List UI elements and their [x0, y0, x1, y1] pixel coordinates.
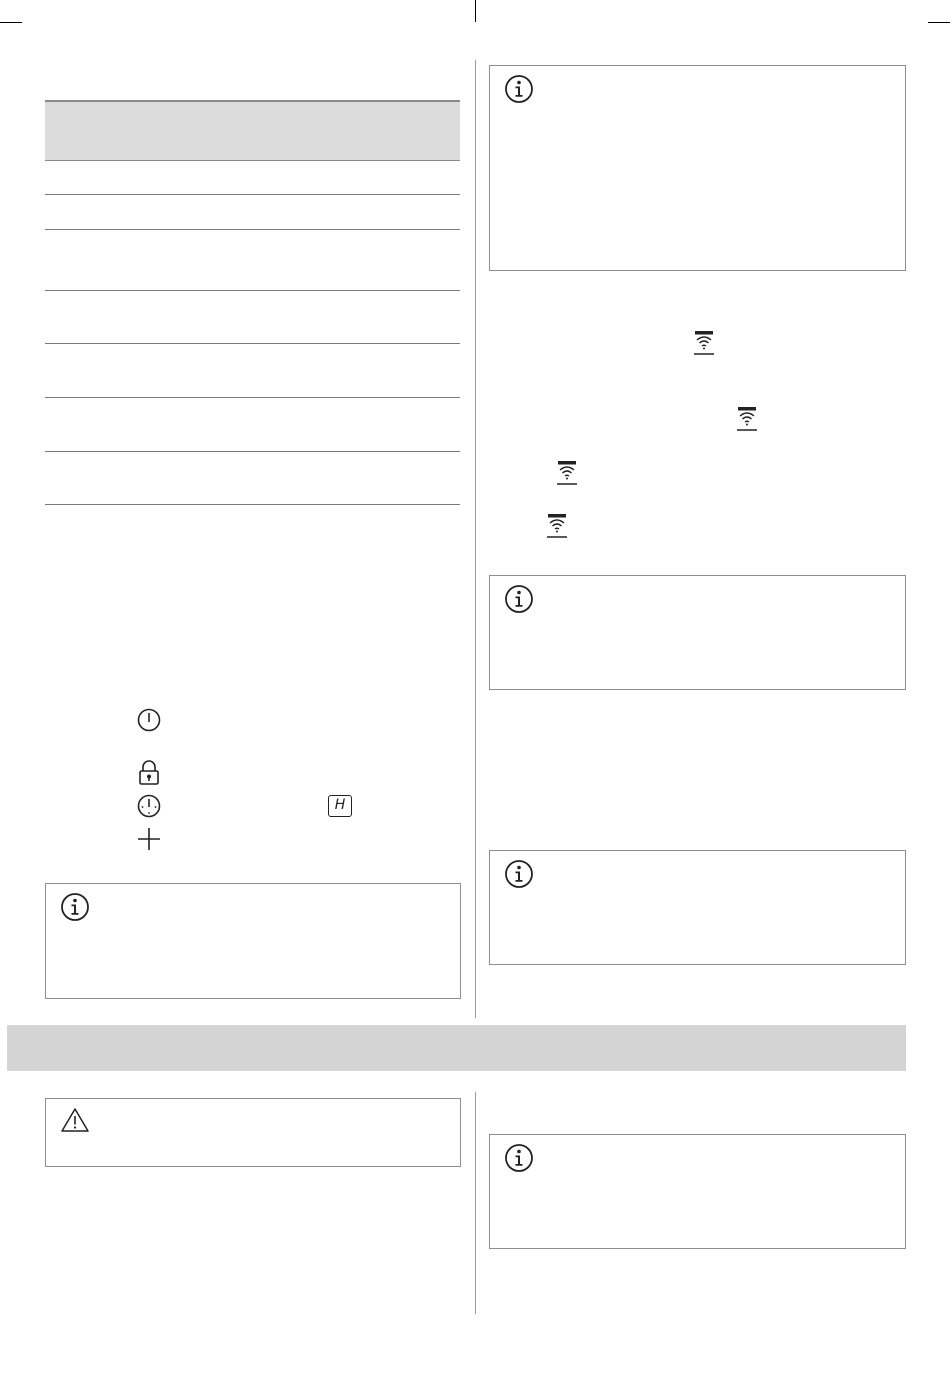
info-note-box [489, 575, 906, 690]
display-h-icon [328, 795, 352, 817]
table-row-divider [45, 397, 460, 398]
info-note-box [489, 1134, 906, 1249]
hob-hood-link-icon [735, 406, 759, 432]
power-symbol-icon [136, 707, 162, 733]
info-note-box [489, 65, 906, 271]
table-bottom-rule [45, 504, 460, 505]
table-row-divider [45, 194, 460, 195]
warning-note-box [45, 1098, 461, 1167]
hob-hood-link-icon [692, 330, 716, 356]
section-heading-band [7, 1025, 906, 1071]
column-divider-lower [475, 1092, 476, 1314]
table-row-divider [45, 290, 460, 291]
info-note-box [489, 850, 906, 965]
table-row-divider [45, 229, 460, 230]
info-icon [60, 892, 90, 922]
crop-mark-top-left [0, 22, 22, 23]
info-note-box [45, 883, 461, 999]
info-icon [504, 584, 534, 614]
crop-mark-top-center [475, 0, 476, 22]
table-row-divider [45, 451, 460, 452]
table-row-divider [45, 343, 460, 344]
warning-icon [60, 1107, 90, 1133]
info-icon [504, 859, 534, 889]
timer-symbol-icon [136, 793, 162, 819]
plus-symbol-icon [136, 826, 162, 852]
info-icon [504, 74, 534, 104]
display-h-letter: H [334, 797, 346, 813]
table-header-row [45, 100, 460, 161]
info-icon [504, 1143, 534, 1173]
hob-hood-link-icon [545, 513, 569, 539]
crop-mark-top-right [928, 22, 950, 23]
lock-symbol-icon [137, 760, 161, 786]
column-divider-upper [475, 60, 476, 1018]
hob-hood-link-icon [555, 460, 579, 486]
